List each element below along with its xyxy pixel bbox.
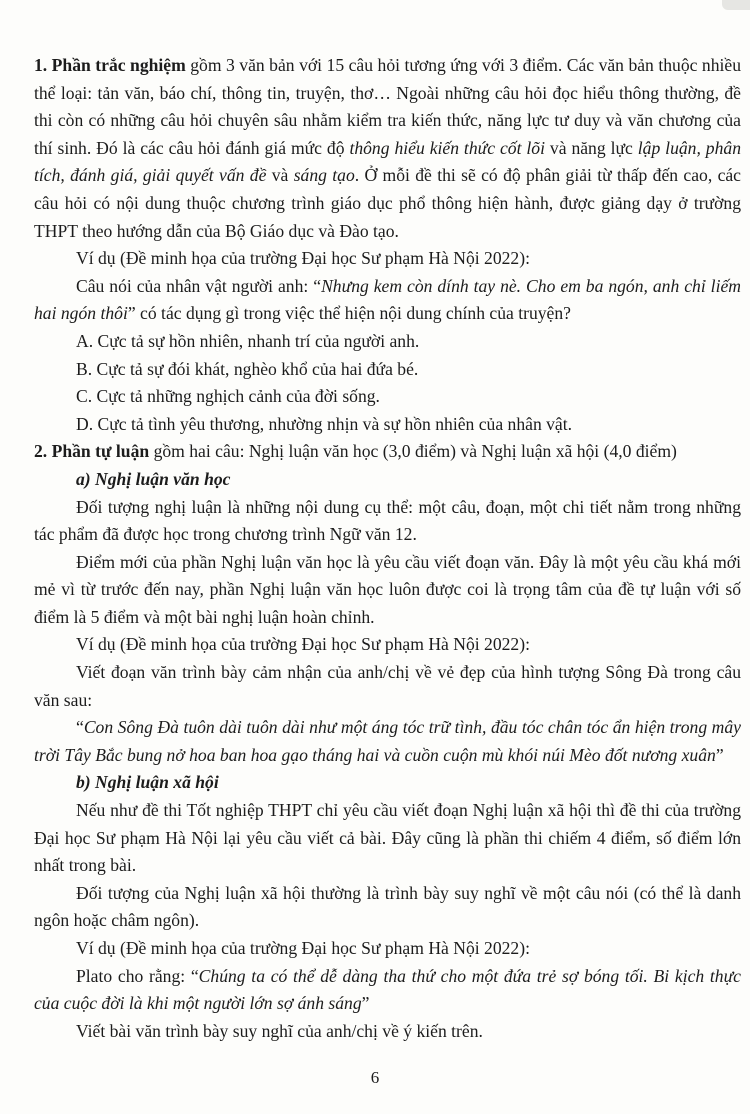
subheading-social: b) Nghị luận xã hội	[76, 772, 219, 793]
option-a: A. Cực tả sự hồn nhiên, nhanh trí của người anh.	[76, 330, 420, 351]
scan-corner-mark	[722, 0, 750, 10]
section1-paragraph: 1. Phần trắc nghiệm gồm 3 văn bản với 15 câu hỏi tương ứng với 3 điểm. Các văn bản thuộc nhiều thể loại: tản văn, báo chí, thông tin, truyện, thơ… Ngoài những câu hỏi đọc hiểu thông thường, đề thi còn có những câu hỏi chuyên sâu nhằm kiểm tra kiến thức, năng lực tư duy và văn chương của thí sinh. Đó là các câu hỏi đánh giá mức độ thông hiểu kiến thức cốt lõi và năng lực lập luận, phân tích, đánh giá, giải quyết vấn đề và sáng tạo. Ở mỗi đề thi sẽ có độ phân giải từ thấp đến cao, các câu hỏi có nội dung thuộc chương trình giáo dục phổ thông hiện hành, được giảng dạy ở trường THPT theo hướng dẫn của Bộ Giáo dục và Đào tạo.	[34, 55, 741, 241]
literary-paragraph-3: Viết đoạn văn trình bày cảm nhận của anh/chị về vẻ đẹp của hình tượng Sông Đà trong câu văn sau:	[34, 662, 741, 710]
social-paragraph-2: Đối tượng của Nghị luận xã hội thường là trình bày suy nghĩ về một câu nói (có thể là danh ngôn hoặc châm ngôn).	[34, 882, 741, 931]
document-page	[34, 52, 741, 1045]
section2-heading: 2. Phần tự luận	[34, 441, 150, 462]
section1-heading: 1. Phần trắc nghiệm	[34, 55, 186, 75]
social-paragraph-3: Viết bài văn trình bày suy nghĩ của anh/chị về ý kiến trên.	[76, 1020, 483, 1041]
example-label: Ví dụ (Đề minh họa của trường Đại học Sư phạm Hà Nội 2022):	[76, 248, 530, 269]
social-example-label: Ví dụ (Đề minh họa của trường Đại học Sư phạm Hà Nội 2022):	[76, 938, 530, 958]
option-d: D. Cực tả tình yêu thương, nhường nhịn và sự hồn nhiên của nhân vật.	[76, 413, 573, 434]
literary-paragraph-1: Đối tượng nghị luận là những nội dung cụ thể: một câu, đoạn, một chi tiết nằm trong những tác phẩm đã được học trong chương trình Ngữ văn 12.	[34, 496, 741, 545]
option-c: C. Cực tả những nghịch cảnh của đời sống.	[76, 386, 380, 407]
literary-example-label: Ví dụ (Đề minh họa của trường Đại học Sư phạm Hà Nội 2022):	[76, 634, 530, 655]
section2-paragraph: 2. Phần tự luận gồm hai câu: Nghị luận văn học (3,0 điểm) và Nghị luận xã hội (4,0 điểm)	[34, 441, 677, 462]
subheading-literary: a) Nghị luận văn học	[76, 468, 231, 489]
option-b: B. Cực tả sự đói khát, nghèo khổ của hai đứa bé.	[76, 358, 419, 379]
question-text: Câu nói của nhân vật người anh: “Nhưng kem còn dính tay nè. Cho em ba ngón, anh chỉ liếm hai ngón thôi” có tác dụng gì trong việc thể hiện nội dung chính của truyện?	[34, 275, 741, 324]
page-number: 6	[370, 1068, 380, 1087]
literary-paragraph-2: Điểm mới của phần Nghị luận văn học là yêu cầu viết đoạn văn. Đây là một yêu cầu khá mới mẻ vì từ trước đến nay, phần Nghị luận văn học luôn được coi là trọng tâm của đề tự luận với số điểm là 5 điểm và một bài nghị luận hoàn chỉnh.	[34, 551, 741, 627]
social-quote: Plato cho rằng: “Chúng ta có thể dễ dàng tha thứ cho một đứa trẻ sợ bóng tối. Bi kịch thực của cuộc đời là khi một người lớn sợ ánh sáng”	[34, 965, 741, 1014]
social-paragraph-1: Nếu như đề thi Tốt nghiệp THPT chỉ yêu cầu viết đoạn Nghị luận xã hội thì đề thi của trường Đại học Sư phạm Hà Nội lại yêu cầu viết cả bài. Đây cũng là phần thi chiếm 4 điểm, số điểm lớn nhất trong bài.	[34, 800, 741, 876]
literary-quote: “Con Sông Đà tuôn dài tuôn dài như một áng tóc trữ tình, đầu tóc chân tóc ẩn hiện trong mây trời Tây Bắc bung nở hoa ban hoa gạo tháng hai và cuồn cuộn mù khói núi Mèo đốt nương xuân”	[34, 717, 741, 765]
